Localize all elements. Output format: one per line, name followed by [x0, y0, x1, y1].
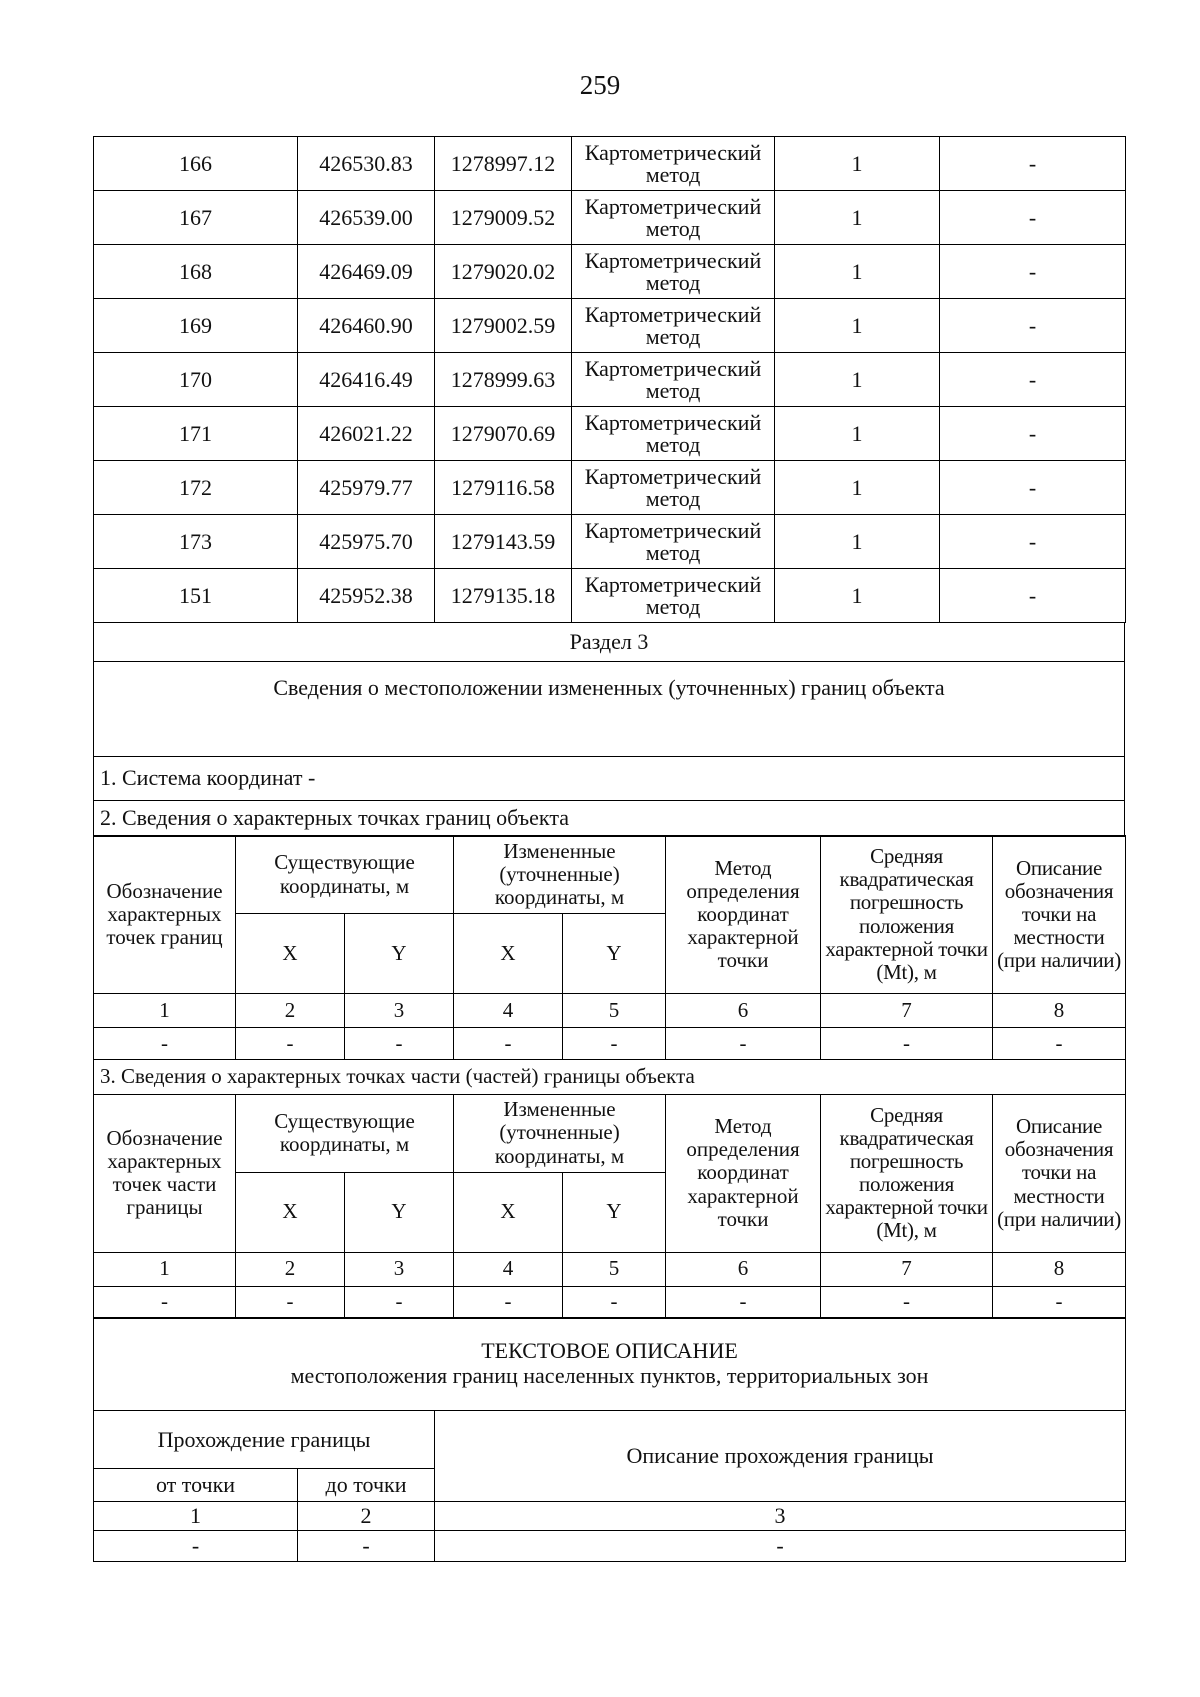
description-cell: -: [940, 569, 1126, 623]
method-cell: [572, 461, 775, 515]
x-coordinate-cell: 425952.38: [298, 569, 435, 623]
coordinate-system-line: 1. Система координат -: [94, 756, 1125, 800]
existing-coords-header: Существующие координаты, м: [236, 836, 454, 914]
table-row: [94, 569, 1126, 623]
text-description-table: [93, 1317, 1126, 1562]
empty-cell: -: [454, 1028, 563, 1060]
point-number-cell: 168: [94, 245, 298, 299]
designation-header: Обозначение характерных точек части границы: [94, 1094, 236, 1252]
point-number-cell: 173: [94, 515, 298, 569]
empty-cell: -: [298, 1531, 435, 1562]
x-header: X: [454, 1172, 563, 1252]
coordinates-table: [93, 136, 1126, 623]
y-coordinate-cell: 1279143.59: [435, 515, 572, 569]
point-number-cell: 171: [94, 407, 298, 461]
method-line: метод: [645, 431, 701, 457]
x-coordinate-cell: 426021.22: [298, 407, 435, 461]
accuracy-cell: 1: [775, 569, 940, 623]
from-point-header: от точки: [94, 1469, 298, 1502]
method-line: Картометрический: [584, 301, 762, 327]
column-number: 4: [454, 1252, 563, 1286]
accuracy-cell: 1: [775, 299, 940, 353]
y-coordinate-cell: 1279070.69: [435, 407, 572, 461]
column-number: 7: [821, 1252, 993, 1286]
column-number: 3: [345, 994, 454, 1028]
empty-cell: -: [993, 1028, 1126, 1060]
empty-cell: -: [94, 1028, 236, 1060]
table-row: [94, 137, 1126, 191]
passage-header: Прохождение границы: [94, 1411, 435, 1469]
column-number: 1: [94, 1502, 298, 1531]
accuracy-cell: 1: [775, 191, 940, 245]
x-header: X: [454, 914, 563, 994]
x-coordinate-cell: 426469.09: [298, 245, 435, 299]
column-number: 1: [94, 994, 236, 1028]
method-cell: [572, 299, 775, 353]
empty-cell: -: [94, 1531, 298, 1562]
text-description-title: ТЕКСТОВОЕ ОПИСАНИЕ: [481, 1338, 738, 1364]
method-header: Метод определения координат характерной точки: [666, 1094, 821, 1252]
x-header: X: [236, 1172, 345, 1252]
x-coordinate-cell: 425979.77: [298, 461, 435, 515]
boundary-part-points-table: [93, 1094, 1126, 1319]
points-heading: 2. Сведения о характерных точках границ объекта: [94, 800, 1125, 836]
point-number-cell: 169: [94, 299, 298, 353]
method-cell: [572, 245, 775, 299]
column-number: 8: [993, 994, 1126, 1028]
existing-coords-header: Существующие координаты, м: [236, 1094, 454, 1172]
table-row: [94, 353, 1126, 407]
description-cell: -: [940, 137, 1126, 191]
column-number: 5: [563, 994, 666, 1028]
method-line: метод: [645, 215, 701, 241]
description-cell: -: [940, 191, 1126, 245]
y-coordinate-cell: 1278999.63: [435, 353, 572, 407]
passage-description-header: Описание прохождения границы: [435, 1411, 1126, 1502]
x-coordinate-cell: 426530.83: [298, 137, 435, 191]
text-description-subtitle: местоположения границ населенных пунктов, территориальных зон: [290, 1363, 929, 1388]
column-number: 2: [236, 1252, 345, 1286]
column-number: 8: [993, 1252, 1126, 1286]
column-number-row: [94, 1252, 1126, 1286]
accuracy-header: Средняя квадратическая погрешность положения характерной точки (Mt), м: [821, 836, 993, 994]
method-line: метод: [645, 269, 701, 295]
accuracy-cell: 1: [775, 461, 940, 515]
description-header: Описание обозначения точки на местности (при наличии): [993, 836, 1126, 994]
empty-cell: -: [345, 1286, 454, 1318]
x-coordinate-cell: 426460.90: [298, 299, 435, 353]
accuracy-header: Средняя квадратическая погрешность положения характерной точки (Mt), м: [821, 1094, 993, 1252]
method-cell: [572, 137, 775, 191]
column-number: 2: [236, 994, 345, 1028]
y-coordinate-cell: 1279116.58: [435, 461, 572, 515]
empty-cell: -: [94, 1286, 236, 1318]
table-row: [94, 461, 1126, 515]
column-number: 4: [454, 994, 563, 1028]
method-line: Картометрический: [584, 409, 762, 435]
method-line: метод: [645, 593, 701, 619]
y-coordinate-cell: 1278997.12: [435, 137, 572, 191]
table-row: [94, 407, 1126, 461]
table-row: [94, 245, 1126, 299]
empty-cell: -: [236, 1286, 345, 1318]
method-line: метод: [645, 323, 701, 349]
point-number-cell: 167: [94, 191, 298, 245]
y-header: Y: [563, 914, 666, 994]
y-coordinate-cell: 1279009.52: [435, 191, 572, 245]
method-cell: [572, 353, 775, 407]
accuracy-cell: 1: [775, 137, 940, 191]
column-number-row: [94, 994, 1126, 1028]
empty-cell: -: [345, 1028, 454, 1060]
column-number: 5: [563, 1252, 666, 1286]
method-line: метод: [645, 161, 701, 187]
method-line: Картометрический: [584, 247, 762, 273]
empty-cell: -: [821, 1286, 993, 1318]
text-description-header: [94, 1318, 1126, 1411]
designation-header: Обозначение характерных точек границ: [94, 836, 236, 994]
column-number: 3: [435, 1502, 1126, 1531]
point-number-cell: 166: [94, 137, 298, 191]
method-header: Метод определения координат характерной точки: [666, 836, 821, 994]
empty-cell: -: [666, 1028, 821, 1060]
accuracy-cell: 1: [775, 515, 940, 569]
empty-cell: -: [236, 1028, 345, 1060]
column-number: 7: [821, 994, 993, 1028]
empty-cell: -: [993, 1286, 1126, 1318]
table-row: [94, 299, 1126, 353]
to-point-header: до точки: [298, 1469, 435, 1502]
y-header: Y: [345, 1172, 454, 1252]
column-number: 6: [666, 994, 821, 1028]
table-row: [94, 191, 1126, 245]
method-line: Картометрический: [584, 193, 762, 219]
accuracy-cell: 1: [775, 407, 940, 461]
empty-cell: -: [454, 1286, 563, 1318]
description-cell: -: [940, 461, 1126, 515]
method-line: Картометрический: [584, 139, 762, 165]
method-line: Картометрический: [584, 463, 762, 489]
changed-coords-header: Измененные (уточненные) координаты, м: [454, 1094, 666, 1172]
table-row: [94, 1531, 1126, 1562]
y-coordinate-cell: 1279002.59: [435, 299, 572, 353]
y-header: Y: [563, 1172, 666, 1252]
column-number: 6: [666, 1252, 821, 1286]
page-number: 259: [579, 70, 621, 100]
table-row: [94, 1028, 1126, 1060]
empty-cell: -: [821, 1028, 993, 1060]
method-line: метод: [645, 485, 701, 511]
method-line: метод: [645, 377, 701, 403]
x-coordinate-cell: 425975.70: [298, 515, 435, 569]
x-header: X: [236, 914, 345, 994]
column-number: 3: [345, 1252, 454, 1286]
empty-cell: -: [435, 1531, 1126, 1562]
point-number-cell: 151: [94, 569, 298, 623]
method-cell: [572, 407, 775, 461]
accuracy-cell: 1: [775, 353, 940, 407]
empty-cell: -: [666, 1286, 821, 1318]
x-coordinate-cell: 426416.49: [298, 353, 435, 407]
description-cell: -: [940, 299, 1126, 353]
description-header: Описание обозначения точки на местности (при наличии): [993, 1094, 1126, 1252]
section-subtitle: Сведения о местоположении измененных (уточненных) границ объекта: [94, 661, 1125, 756]
part-points-heading: 3. Сведения о характерных точках части (частей) границы объекта: [94, 1060, 1126, 1095]
x-coordinate-cell: 426539.00: [298, 191, 435, 245]
boundary-points-table: [93, 835, 1126, 1095]
method-line: метод: [645, 539, 701, 565]
description-cell: -: [940, 407, 1126, 461]
y-coordinate-cell: 1279135.18: [435, 569, 572, 623]
point-number-cell: 172: [94, 461, 298, 515]
column-number: 2: [298, 1502, 435, 1531]
table-row: [94, 1286, 1126, 1318]
y-coordinate-cell: 1279020.02: [435, 245, 572, 299]
description-cell: -: [940, 245, 1126, 299]
method-cell: [572, 191, 775, 245]
method-line: Картометрический: [584, 355, 762, 381]
method-line: Картометрический: [584, 517, 762, 543]
description-cell: -: [940, 353, 1126, 407]
document-sheet: [93, 136, 1125, 1562]
method-line: Картометрический: [584, 571, 762, 597]
point-number-cell: 170: [94, 353, 298, 407]
description-cell: -: [940, 515, 1126, 569]
empty-cell: -: [563, 1028, 666, 1060]
column-number: 1: [94, 1252, 236, 1286]
changed-coords-header: Измененные (уточненные) координаты, м: [454, 836, 666, 914]
method-cell: [572, 569, 775, 623]
empty-cell: -: [563, 1286, 666, 1318]
method-cell: [572, 515, 775, 569]
table-row: [94, 515, 1126, 569]
section-title: Раздел 3: [94, 622, 1125, 661]
y-header: Y: [345, 914, 454, 994]
accuracy-cell: 1: [775, 245, 940, 299]
section3-header-table: [93, 622, 1125, 837]
